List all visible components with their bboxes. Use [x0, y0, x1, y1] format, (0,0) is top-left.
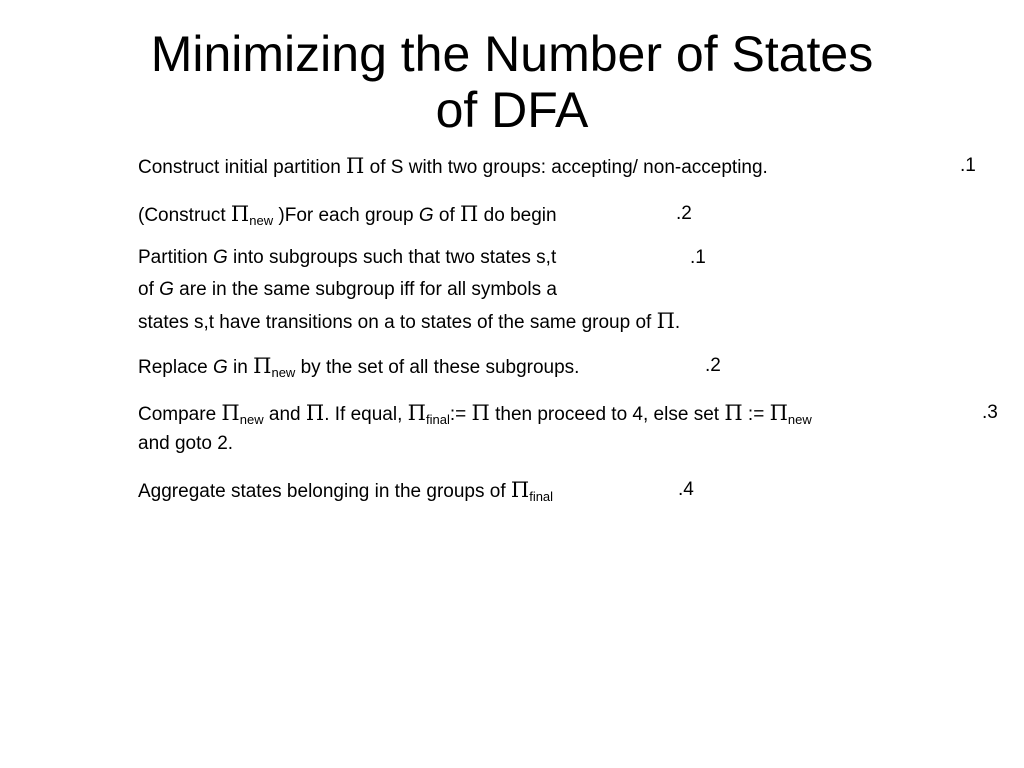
step-2-2-number: .2: [705, 355, 721, 376]
pi-symbol: Π: [724, 401, 743, 425]
step-3-text-line2: and goto 2.: [138, 433, 234, 454]
pi-symbol: Π: [471, 401, 490, 425]
pi-symbol: Π: [230, 202, 250, 226]
step-3-text: Compare $\Pi_{new}$ and Π. If equal, $\Pi_{final}:= \Pi$ then proceed to 4, else set Π := $\Pi_{new}$: [138, 401, 812, 427]
pi-symbol: Π: [769, 401, 788, 425]
step-2-1-number: .1: [690, 247, 706, 268]
pi-symbol: Π: [305, 401, 325, 425]
pi-symbol: Π: [407, 401, 426, 425]
step-2-2-text: Replace G in $\Pi_{new}$ by the set of all these subgroups.: [138, 354, 580, 380]
step-2-1-text-line2: of G are in the same subgroup iff for all symbols a: [138, 279, 557, 300]
step-4-text: Aggregate states belonging in the groups of $\Pi_{final}$: [138, 478, 554, 504]
pi-symbol: Π: [510, 478, 530, 502]
step-2-number: .2: [676, 203, 692, 224]
pi-symbol: Π: [253, 354, 272, 378]
pi-symbol: Π: [656, 309, 675, 333]
step-2-1-text-line3: states s,t have transitions on a to states of the same group of Π.: [138, 309, 681, 333]
title-line-1: Minimizing the Number of States: [150, 26, 874, 82]
step-1-text: Construct initial partition Π of S with two groups: accepting/ non-accepting.: [138, 154, 768, 178]
step-2-1-text: Partition G into subgroups such that two states s,t: [138, 247, 557, 268]
step-2-text: (Construct $\Pi_{new}$ )For each group G of Π do begin: [138, 202, 557, 228]
pi-symbol: Π: [346, 154, 365, 178]
step-3-number: .3: [982, 402, 998, 423]
title-line-2: of DFA: [435, 82, 589, 138]
step-4-number: .4: [678, 479, 694, 500]
pi-symbol: Π: [460, 202, 479, 226]
pi-symbol: Π: [221, 401, 240, 425]
step-1-number: .1: [960, 155, 976, 176]
